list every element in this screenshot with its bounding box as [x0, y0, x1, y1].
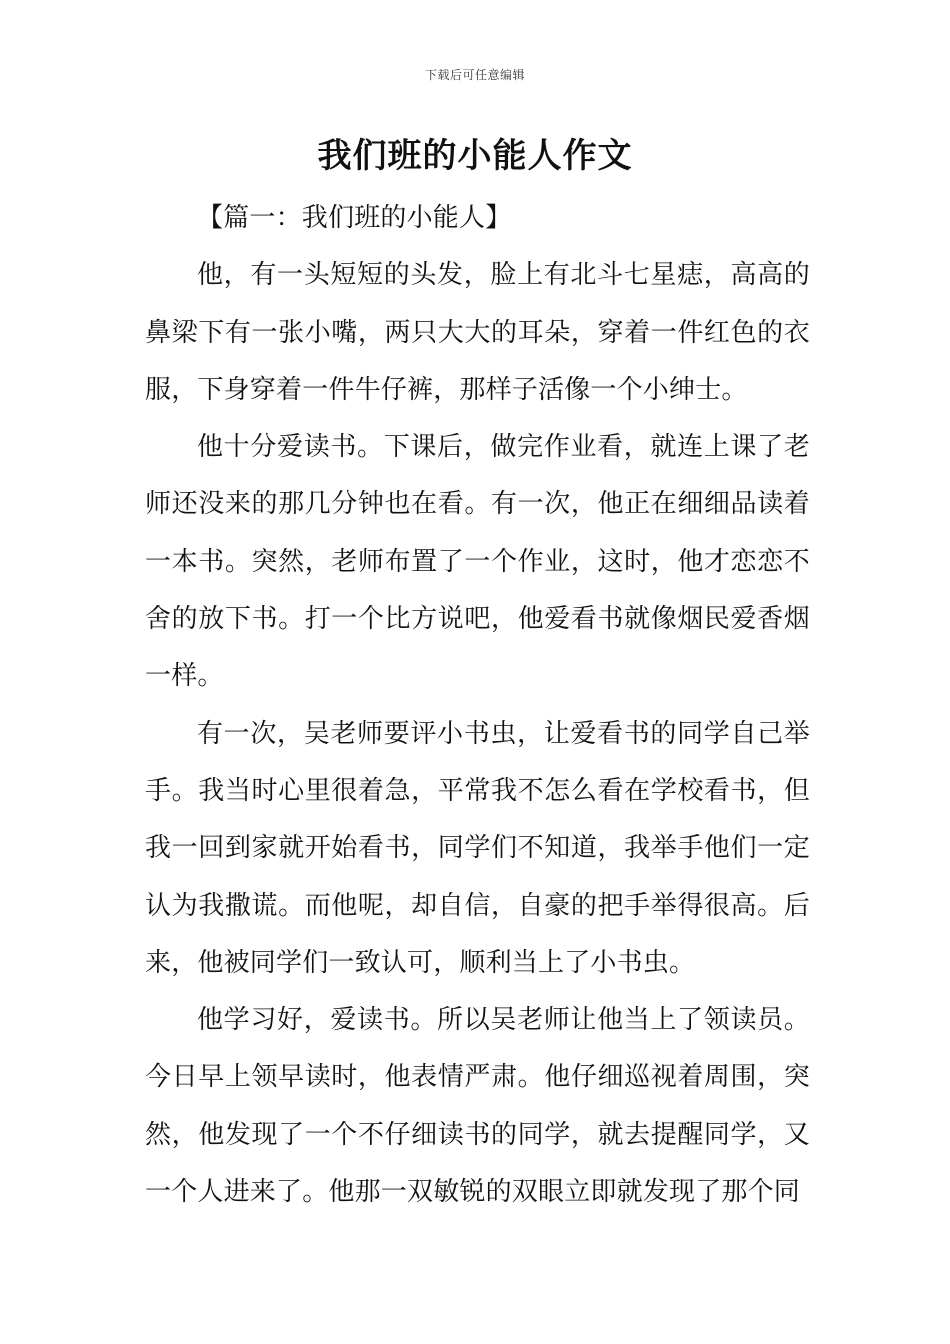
- paragraph-1: 他，有一头短短的头发，脸上有北斗七星痣，高高的鼻梁下有一张小嘴，两只大大的耳朵，穿着一件红色的衣服，下身穿着一件牛仔裤，那样子活像一个小绅士。: [145, 260, 810, 405]
- section-heading: 【篇一：我们班的小能人】: [197, 203, 512, 233]
- paragraph-2: 他十分爱读书。下课后，做完作业看，就连上课了老师还没来的那几分钟也在看。有一次，他正在细细品读着一本书。突然，老师布置了一个作业，这时，他才恋恋不舍的放下书。打一个比方说吧，他爱看书就像烟民爱香烟一样。: [145, 432, 810, 692]
- paragraph-4: 他学习好，爱读书。所以吴老师让他当上了领读员。今日早上领早读时，他表情严肃。他仔细巡视着周围，突然，他发现了一个不仔细读书的同学，就去提醒同学，又一个人进来了。他那一双敏锐的双眼立即就发现了那个同: [145, 1005, 810, 1208]
- document-body: [145, 190, 810, 1221]
- page-title: 我们班的小能人作文: [317, 136, 633, 176]
- header-note: 下载后可任意编辑: [424, 68, 525, 82]
- paragraph-3: 有一次，吴老师要评小书虫，让爱看书的同学自己举手。我当时心里很着急，平常我不怎么看在学校看书，但我一回到家就开始看书，同学们不知道，我举手他们一定认为我撒谎。而他呢，却自信，自豪的把手举得很高。后来，他被同学们一致认可，顺利当上了小书虫。: [145, 718, 810, 978]
